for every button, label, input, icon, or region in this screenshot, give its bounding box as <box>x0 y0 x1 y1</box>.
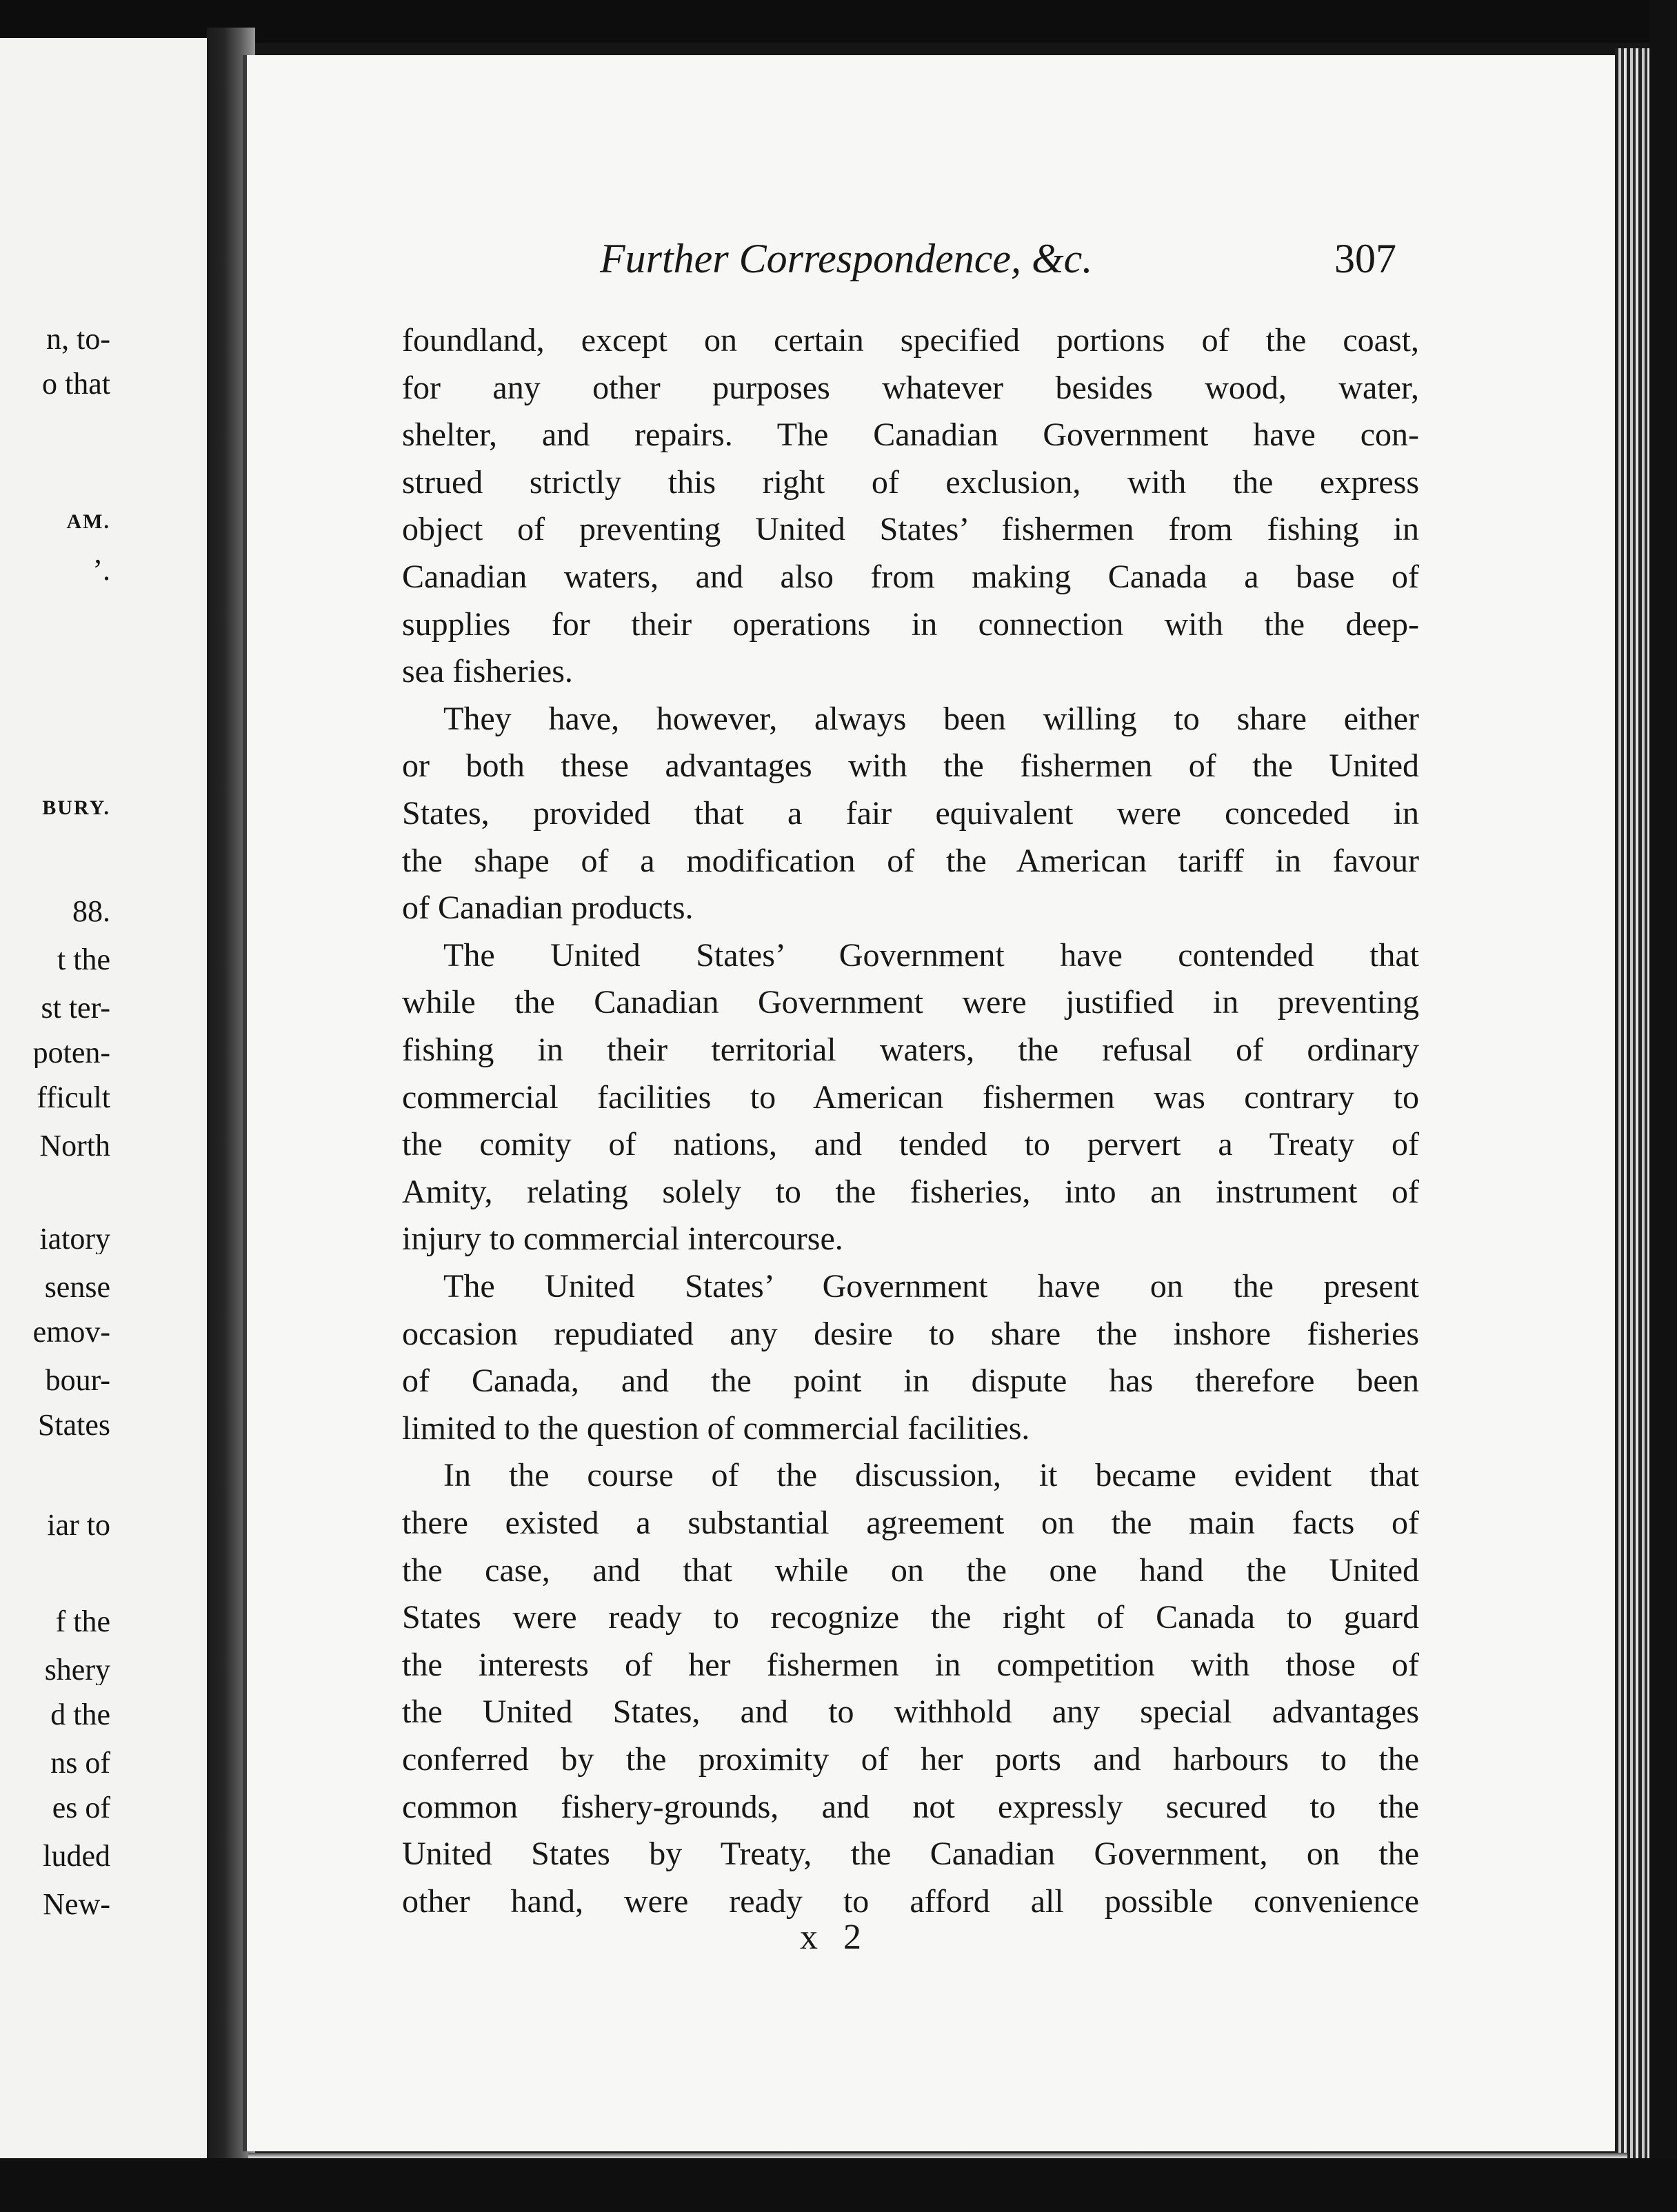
body-line: The United States’ Government have contended that <box>443 937 1419 974</box>
body-line: In the course of the discussion, it became evident that <box>443 1457 1419 1494</box>
body-line: or both these advantages with the fishermen of the United <box>402 747 1419 784</box>
body-line: of Canadian products. <box>402 889 694 926</box>
left-fragment-line: ns of <box>50 1748 110 1778</box>
left-fragment-line: bour- <box>45 1365 110 1396</box>
left-fragment-line: es of <box>52 1793 110 1823</box>
left-fragment-line: AM. <box>66 510 110 533</box>
body-line: the case, and that while on the one hand the United <box>402 1552 1419 1589</box>
left-fragment-line: ’. <box>92 555 110 585</box>
left-fragment-line: North <box>39 1131 110 1161</box>
left-fragment-line: d the <box>50 1700 110 1730</box>
body-line: States, provided that a fair equivalent were conceded in <box>402 795 1419 832</box>
body-line: there existed a substantial agreement on the main facts of <box>402 1505 1419 1541</box>
page-number: 307 <box>1334 236 1396 281</box>
signature-mark: x 2 <box>800 1918 870 1957</box>
body-line: common fishery-grounds, and not expressly secured to the <box>402 1789 1419 1825</box>
body-line: United States by Treaty, the Canadian Government, on the <box>402 1836 1419 1872</box>
body-line: of Canada, and the point in dispute has therefore been <box>402 1363 1419 1399</box>
body-line: strued strictly this right of exclusion, with the express <box>402 464 1419 501</box>
left-fragment-line: States <box>37 1410 110 1440</box>
body-line: limited to the question of commercial facilities. <box>402 1410 1030 1447</box>
left-fragment-line: poten- <box>32 1038 110 1068</box>
body-line: occasion repudiated any desire to share the inshore fisheries <box>402 1316 1419 1352</box>
body-line: for any other purposes whatever besides wood, water, <box>402 370 1419 406</box>
body-line: Canadian waters, and also from making Canada a base of <box>402 559 1419 595</box>
left-fragment-line: luded <box>43 1841 110 1871</box>
body-line: foundland, except on certain specified portions of the coast, <box>402 322 1419 359</box>
left-fragment-line: sense <box>44 1272 110 1303</box>
body-line: conferred by the proximity of her ports and harbours to the <box>402 1741 1419 1778</box>
left-fragment-line: iatory <box>39 1224 110 1254</box>
body-line: the shape of a modification of the American tariff in favour <box>402 843 1419 879</box>
body-line: The United States’ Government have on the present <box>443 1268 1419 1305</box>
scan-right-border <box>1649 0 1677 2212</box>
body-line: States were ready to recognize the right of Canada to guard <box>402 1599 1419 1636</box>
left-fragment-line: 88. <box>72 896 110 927</box>
body-line: the comity of nations, and tended to pervert a Treaty of <box>402 1126 1419 1163</box>
body-line: Amity, relating solely to the fisheries, into an instrument of <box>402 1174 1419 1210</box>
body-line: object of preventing United States’ fishermen from fishing in <box>402 511 1419 547</box>
body-line: other hand, were ready to afford all possible convenience <box>402 1883 1419 1920</box>
left-fragment-line: BURY. <box>42 796 110 819</box>
body-line: sea fisheries. <box>402 653 573 690</box>
body-line: shelter, and repairs. The Canadian Government have con- <box>402 416 1419 453</box>
left-fragment-line: n, to- <box>46 324 110 354</box>
left-fragment-line: New- <box>43 1889 110 1920</box>
body-line: while the Canadian Government were justified in preventing <box>402 984 1419 1020</box>
left-fragment-line: fficult <box>37 1083 110 1113</box>
left-fragment-line: emov- <box>32 1317 110 1347</box>
page-edges <box>1615 48 1649 2165</box>
left-fragment-line: st ter- <box>41 993 110 1023</box>
scan-bottom-border <box>0 2158 1677 2212</box>
left-fragment-line: t the <box>57 945 110 975</box>
body-line: supplies for their operations in connection with the deep- <box>402 606 1419 643</box>
body-line: the interests of her fishermen in competition with those of <box>402 1647 1419 1683</box>
body-line: the United States, and to withhold any special advantages <box>402 1693 1419 1730</box>
left-fragment-line: o that <box>42 369 110 399</box>
body-line: injury to commercial intercourse. <box>402 1220 843 1257</box>
body-line: fishing in their territorial waters, the refusal of ordinary <box>402 1032 1419 1068</box>
body-line: commercial facilities to American fishermen was contrary to <box>402 1079 1419 1116</box>
left-fragment-line: f the <box>55 1607 110 1637</box>
left-fragment-line: iar to <box>47 1510 110 1540</box>
left-fragment-line: shery <box>44 1655 110 1685</box>
body-line: They have, however, always been willing to share either <box>443 701 1419 737</box>
running-head: Further Correspondence, &c. <box>600 236 1093 281</box>
